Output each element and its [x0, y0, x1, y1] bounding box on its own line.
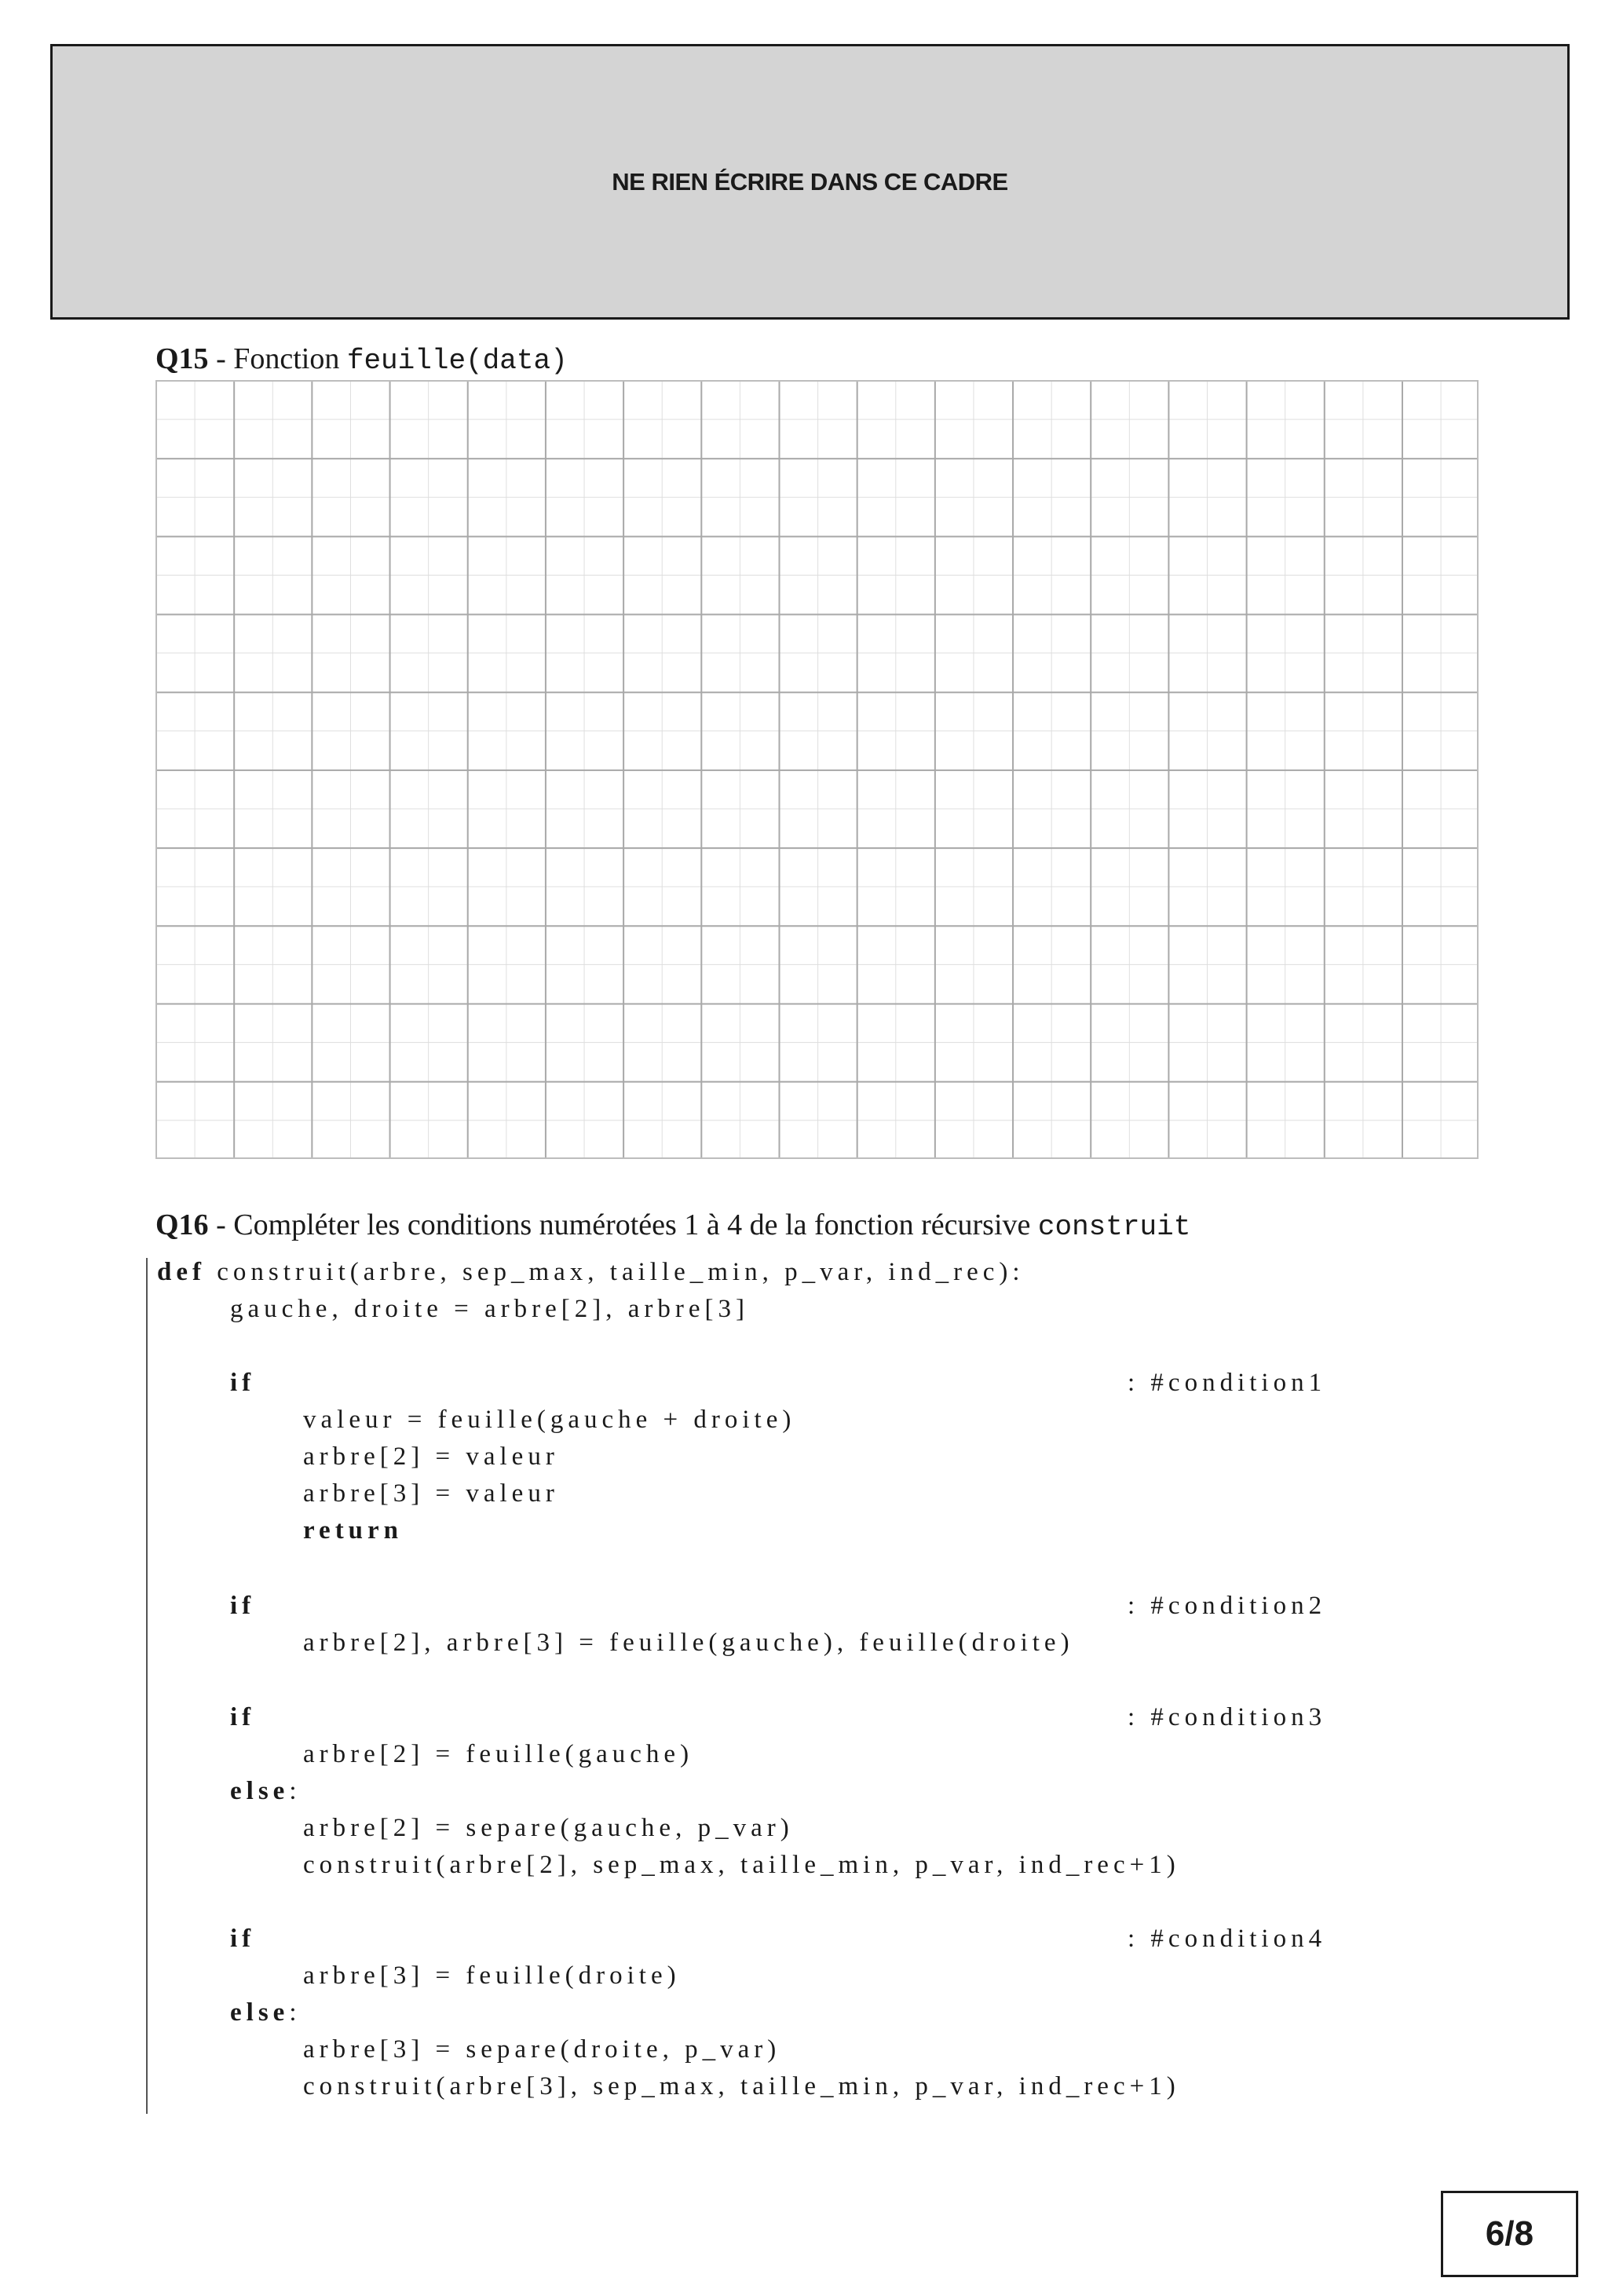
code-line: arbre[2] = separe(gauche, p_var) — [303, 1814, 794, 1842]
code-line: valeur = feuille(gauche + droite) — [303, 1406, 796, 1434]
question-15-text: - Fonction — [208, 342, 347, 375]
code-line-else1: else: — [230, 1777, 302, 1805]
answer-grid[interactable] — [155, 380, 1479, 1159]
question-15-code: feuille(data) — [346, 345, 568, 377]
condition-1-comment: : #condition1 — [1128, 1369, 1327, 1397]
code-line-if4: if — [230, 1925, 256, 1953]
code-line: arbre[2] = valeur — [303, 1442, 559, 1471]
code-line: construit(arbre[2], sep_max, taille_min, p_var, ind_rec+1) — [303, 1851, 1180, 1879]
question-16-code: construit — [1037, 1211, 1191, 1243]
do-not-write-box — [50, 44, 1570, 320]
condition-4-comment: : #condition4 — [1128, 1925, 1327, 1953]
code-line: arbre[3] = valeur — [303, 1479, 559, 1508]
code-line: construit(arbre[3], sep_max, taille_min, p_var, ind_rec+1) — [303, 2072, 1180, 2100]
code-line: gauche, droite = arbre[2], arbre[3] — [230, 1295, 750, 1323]
question-16-label: Q16 — [155, 1208, 209, 1241]
code-listing-margin — [146, 1258, 148, 2114]
code-line-if3: if — [230, 1703, 256, 1731]
code-line-if1: if — [230, 1369, 256, 1397]
question-15-title — [155, 342, 568, 377]
do-not-write-label: NE RIEN ÉCRIRE DANS CE CADRE — [612, 167, 1008, 196]
question-16-text: - Compléter les conditions numérotées 1 à 4 de la fonction récursive — [208, 1208, 1038, 1241]
code-line: arbre[3] = separe(droite, p_var) — [303, 2035, 781, 2064]
question-15-label: Q15 — [155, 342, 209, 375]
condition-2-comment: : #condition2 — [1128, 1592, 1327, 1620]
code-line-def: def construit(arbre, sep_max, taille_min, p_var, ind_rec): — [157, 1258, 1025, 1286]
code-line-return: return — [303, 1516, 404, 1545]
question-16-title — [155, 1208, 1190, 1243]
code-line: arbre[3] = feuille(droite) — [303, 1961, 681, 1990]
code-line-if2: if — [230, 1592, 256, 1620]
condition-3-comment: : #condition3 — [1128, 1703, 1327, 1731]
code-line: arbre[2], arbre[3] = feuille(gauche), feuille(droite) — [303, 1629, 1074, 1657]
page-number: 6/8 — [1441, 2191, 1578, 2277]
code-line: arbre[2] = feuille(gauche) — [303, 1740, 694, 1768]
code-line-else2: else: — [230, 1998, 302, 2027]
